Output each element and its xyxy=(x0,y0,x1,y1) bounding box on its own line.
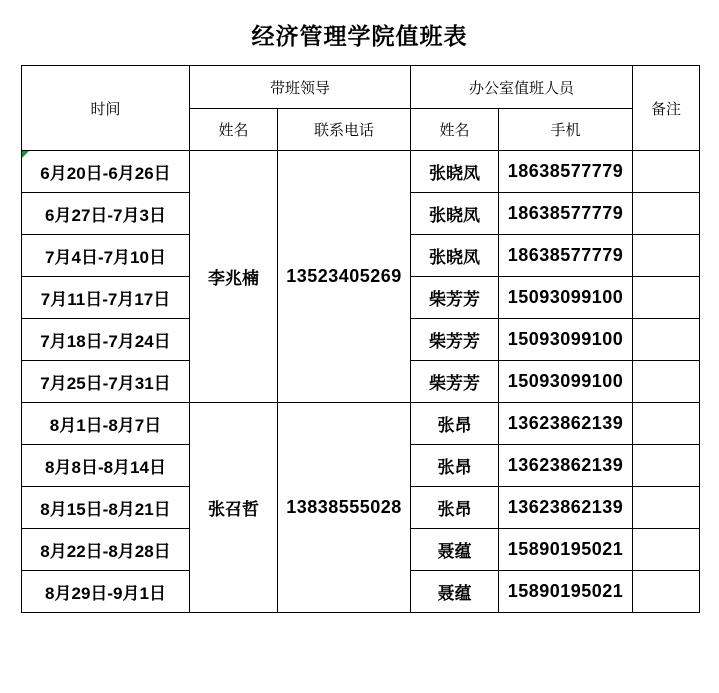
staff-phone-cell: 18638577779 xyxy=(499,193,633,235)
time-cell: 7月25日-7月31日 xyxy=(22,361,190,403)
header-staff-group: 办公室值班人员 xyxy=(411,66,633,109)
staff-name-cell: 张晓凤 xyxy=(411,151,499,193)
remark-cell xyxy=(633,277,700,319)
staff-phone-cell: 13623862139 xyxy=(499,445,633,487)
time-cell: 6月27日-7月3日 xyxy=(22,193,190,235)
leader-name-cell: 李兆楠 xyxy=(190,151,278,403)
header-remark: 备注 xyxy=(633,66,700,151)
staff-name-cell: 柴芳芳 xyxy=(411,319,499,361)
remark-cell xyxy=(633,235,700,277)
staff-name-cell: 聂蕴 xyxy=(411,529,499,571)
staff-name-cell: 张晓凤 xyxy=(411,193,499,235)
error-indicator-icon xyxy=(22,151,29,158)
remark-cell xyxy=(633,193,700,235)
table-row xyxy=(22,151,700,193)
time-cell: 7月11日-7月17日 xyxy=(22,277,190,319)
staff-phone-cell: 15890195021 xyxy=(499,571,633,613)
staff-phone-cell: 15093099100 xyxy=(499,361,633,403)
time-cell: 7月18日-7月24日 xyxy=(22,319,190,361)
time-cell: 8月8日-8月14日 xyxy=(22,445,190,487)
leader-name-cell: 张召哲 xyxy=(190,403,278,613)
time-cell: 7月4日-7月10日 xyxy=(22,235,190,277)
staff-name-cell: 柴芳芳 xyxy=(411,277,499,319)
remark-cell xyxy=(633,361,700,403)
remark-cell xyxy=(633,487,700,529)
header-leader-name: 姓名 xyxy=(190,109,278,151)
page-title: 经济管理学院值班表 xyxy=(251,23,468,49)
staff-name-cell: 柴芳芳 xyxy=(411,361,499,403)
staff-phone-cell: 18638577779 xyxy=(499,151,633,193)
leader-phone-cell: 13523405269 xyxy=(278,151,411,403)
header-leader-phone: 联系电话 xyxy=(278,109,411,151)
time-cell: 8月15日-8月21日 xyxy=(22,487,190,529)
leader-phone-cell: 13838555028 xyxy=(278,403,411,613)
staff-phone-cell: 18638577779 xyxy=(499,235,633,277)
staff-phone-cell: 15093099100 xyxy=(499,277,633,319)
staff-phone-cell: 15093099100 xyxy=(499,319,633,361)
staff-phone-cell: 15890195021 xyxy=(499,529,633,571)
time-cell: 8月1日-8月7日 xyxy=(22,403,190,445)
staff-phone-cell: 13623862139 xyxy=(499,487,633,529)
header-staff-name: 姓名 xyxy=(411,109,499,151)
staff-name-cell: 张昂 xyxy=(411,403,499,445)
table-row xyxy=(22,403,700,445)
time-cell: 6月20日-6月26日 xyxy=(22,151,190,193)
staff-name-cell: 张昂 xyxy=(411,487,499,529)
remark-cell xyxy=(633,403,700,445)
remark-cell xyxy=(633,529,700,571)
staff-name-cell: 聂蕴 xyxy=(411,571,499,613)
remark-cell xyxy=(633,445,700,487)
time-cell: 8月22日-8月28日 xyxy=(22,529,190,571)
staff-phone-cell: 13623862139 xyxy=(499,403,633,445)
time-cell: 8月29日-9月1日 xyxy=(22,571,190,613)
remark-cell xyxy=(633,319,700,361)
remark-cell xyxy=(633,151,700,193)
remark-cell xyxy=(633,571,700,613)
header-time: 时间 xyxy=(22,66,190,151)
duty-roster-table xyxy=(21,65,700,613)
staff-name-cell: 张晓凤 xyxy=(411,235,499,277)
header-leader-group: 带班领导 xyxy=(190,66,411,109)
staff-name-cell: 张昂 xyxy=(411,445,499,487)
header-staff-phone: 手机 xyxy=(499,109,633,151)
